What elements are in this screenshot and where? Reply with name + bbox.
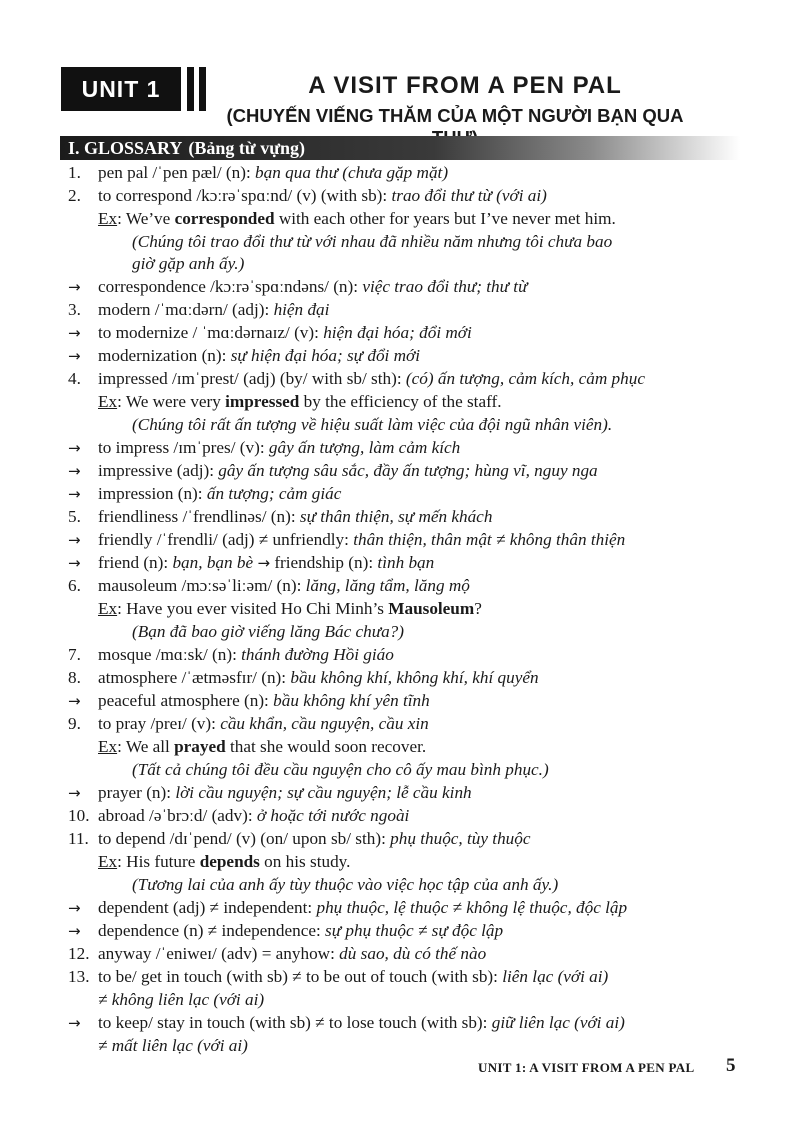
unit-divider-bar bbox=[199, 67, 206, 111]
arrow-right-icon: → bbox=[68, 485, 81, 503]
meaning: tình bạn bbox=[377, 553, 435, 572]
term: dependence (n) ≠ independence: bbox=[98, 921, 326, 940]
arrow-right-icon: → bbox=[68, 278, 81, 296]
item-number: 2. bbox=[68, 186, 81, 205]
term: prayer (n): bbox=[98, 783, 176, 802]
meaning: hiện đại bbox=[273, 300, 330, 319]
term: modernization (n): bbox=[98, 346, 231, 365]
term: anyway /ˈeniweɪ/ (adv) = anyhow: bbox=[98, 944, 340, 963]
term: friend (n): bbox=[98, 553, 173, 572]
example-label: Ex bbox=[98, 209, 118, 228]
meaning: (có) ấn tượng, cảm kích, cảm phục bbox=[405, 369, 645, 388]
arrow-right-icon: → bbox=[257, 554, 271, 572]
term: abroad /əˈbrɔːd/ (adv): bbox=[98, 806, 257, 825]
arrow-right-icon: → bbox=[68, 531, 81, 549]
example-text: by the efficiency of the staff. bbox=[299, 392, 502, 411]
example-keyword: corresponded bbox=[174, 209, 275, 228]
meaning: cầu khẩn, cầu nguyện, cầu xin bbox=[220, 714, 429, 733]
example-text: : We were very bbox=[117, 392, 226, 411]
example-keyword: impressed bbox=[225, 392, 300, 411]
arrow-right-icon: → bbox=[68, 899, 81, 917]
section-subtitle: (Bảng từ vựng) bbox=[188, 137, 306, 158]
term: to be/ get in touch (with sb) ≠ to be out of touch (with sb): bbox=[98, 967, 503, 986]
term: dependent (adj) ≠ independent: bbox=[98, 898, 317, 917]
item-number: 10. bbox=[68, 806, 90, 825]
unit-subtitle: (CHUYẾN VIẾNG THĂM CỦA MỘT NGƯỜI BẠN QUA bbox=[226, 105, 684, 126]
term: friendliness /ˈfrendlinəs/ (n): bbox=[98, 507, 300, 526]
unit-title: A VISIT FROM A PEN PAL bbox=[308, 72, 622, 99]
meaning: hiện đại hóa; đổi mới bbox=[323, 323, 472, 342]
item-number: 8. bbox=[68, 668, 81, 687]
meaning: việc trao đổi thư; thư từ bbox=[362, 277, 528, 296]
item-number: 12. bbox=[68, 944, 90, 963]
meaning: gây ấn tượng sâu sắc, đầy ấn tượng; hùng vĩ, nguy nga bbox=[218, 461, 598, 480]
term: mosque /mɑːsk/ (n): bbox=[98, 645, 242, 664]
arrow-right-icon: → bbox=[68, 347, 81, 365]
section-title: I. GLOSSARY bbox=[68, 137, 183, 158]
example-text: ? bbox=[474, 599, 482, 618]
page-number: 5 bbox=[726, 1055, 736, 1076]
meaning: gây ấn tượng, làm cảm kích bbox=[268, 438, 461, 457]
example-text: on his study. bbox=[259, 852, 351, 871]
item-number: 4. bbox=[68, 369, 81, 388]
arrow-right-icon: → bbox=[68, 692, 81, 710]
example-text: that she would soon recover. bbox=[225, 737, 427, 756]
meaning: ở hoặc tới nước ngoài bbox=[256, 806, 410, 825]
meaning: bầu không khí, không khí, khí quyển bbox=[290, 668, 539, 687]
arrow-right-icon: → bbox=[68, 324, 81, 342]
meaning: giữ liên lạc (với ai) bbox=[491, 1013, 625, 1032]
unit-label: UNIT 1 bbox=[61, 67, 181, 111]
item-number: 9. bbox=[68, 714, 81, 733]
term: impressive (adj): bbox=[98, 461, 219, 480]
meaning: sự phụ thuộc ≠ sự độc lập bbox=[325, 921, 504, 940]
example-keyword: Mausoleum bbox=[388, 599, 475, 618]
meaning: sự thân thiện, sự mến khách bbox=[299, 507, 493, 526]
meaning: ấn tượng; cảm giác bbox=[206, 484, 342, 503]
meaning: bạn, bạn bè bbox=[172, 553, 254, 572]
running-footer-title: UNIT 1: A VISIT FROM A PEN PAL bbox=[478, 1060, 695, 1075]
term: mausoleum /mɔːsəˈliːəm/ (n): bbox=[98, 576, 306, 595]
item-number: 5. bbox=[68, 507, 81, 526]
example-label: Ex bbox=[98, 599, 118, 618]
example-label: Ex bbox=[98, 852, 118, 871]
item-number: 6. bbox=[68, 576, 81, 595]
meaning: bạn qua thư (chưa gặp mặt) bbox=[255, 163, 449, 182]
example-text: : We all bbox=[117, 737, 175, 756]
example-keyword: prayed bbox=[174, 737, 226, 756]
example-keyword: depends bbox=[199, 852, 260, 871]
meaning: lời cầu nguyện; sự cầu nguyện; lễ cầu kinh bbox=[175, 783, 472, 802]
term: pen pal /ˈpen pæl/ (n): bbox=[98, 163, 256, 182]
term: friendship (n): bbox=[274, 553, 378, 572]
term: to depend /dɪˈpend/ (v) (on/ upon sb/ sth): bbox=[98, 829, 391, 848]
meaning: bầu không khí yên tĩnh bbox=[273, 691, 430, 710]
example-text: : We’ve bbox=[117, 209, 175, 228]
example-text: with each other for years but I’ve never met him. bbox=[274, 209, 616, 228]
example-label: Ex bbox=[98, 392, 118, 411]
term: peaceful atmosphere (n): bbox=[98, 691, 274, 710]
arrow-right-icon: → bbox=[68, 462, 81, 480]
meaning: dù sao, dù có thế nào bbox=[339, 944, 487, 963]
item-number: 13. bbox=[68, 967, 90, 986]
arrow-right-icon: → bbox=[68, 922, 81, 940]
item-number: 3. bbox=[68, 300, 81, 319]
term: impressed /ɪmˈprest/ (adj) (by/ with sb/ sth): bbox=[98, 369, 406, 388]
item-number: 1. bbox=[68, 163, 81, 182]
meaning: thánh đường Hồi giáo bbox=[241, 645, 394, 664]
arrow-right-icon: → bbox=[68, 1014, 81, 1032]
meaning: phụ thuộc, lệ thuộc ≠ không lệ thuộc, độc lập bbox=[316, 898, 628, 917]
term: friendly /ˈfrendli/ (adj) ≠ unfriendly: bbox=[98, 530, 354, 549]
meaning: lăng, lăng tẩm, lăng mộ bbox=[305, 576, 470, 595]
term: to correspond /kɔːrəˈspɑːnd/ (v) (with sb): bbox=[98, 186, 392, 205]
arrow-right-icon: → bbox=[68, 554, 81, 572]
term: modern /ˈmɑːdərn/ (adj): bbox=[98, 300, 274, 319]
meaning: thân thiện, thân mật ≠ không thân thiện bbox=[353, 530, 626, 549]
arrow-right-icon: → bbox=[68, 439, 81, 457]
term: to pray /preɪ/ (v): bbox=[98, 714, 221, 733]
unit-divider-bar bbox=[187, 67, 194, 111]
example-text: : Have you ever visited Ho Chi Minh’s bbox=[117, 599, 389, 618]
meaning: phụ thuộc, tùy thuộc bbox=[390, 829, 531, 848]
term: impression (n): bbox=[98, 484, 207, 503]
arrow-right-icon: → bbox=[68, 784, 81, 802]
term: to impress /ɪmˈpres/ (v): bbox=[98, 438, 269, 457]
meaning: trao đổi thư từ (với ai) bbox=[391, 186, 547, 205]
term: correspondence /kɔːrəˈspɑːndəns/ (n): bbox=[98, 277, 363, 296]
section-header-glossary bbox=[60, 136, 740, 160]
meaning: liên lạc (với ai) bbox=[502, 967, 609, 986]
item-number: 11. bbox=[68, 829, 89, 848]
meaning: sự hiện đại hóa; sự đổi mới bbox=[230, 346, 420, 365]
term: to keep/ stay in touch (with sb) ≠ to lose touch (with sb): bbox=[98, 1013, 492, 1032]
term: atmosphere /ˈætməsfɪr/ (n): bbox=[98, 668, 291, 687]
example-text: : His future bbox=[117, 852, 200, 871]
item-number: 7. bbox=[68, 645, 81, 664]
example-label: Ex bbox=[98, 737, 118, 756]
term: to modernize / ˈmɑːdərnaɪz/ (v): bbox=[98, 323, 324, 342]
